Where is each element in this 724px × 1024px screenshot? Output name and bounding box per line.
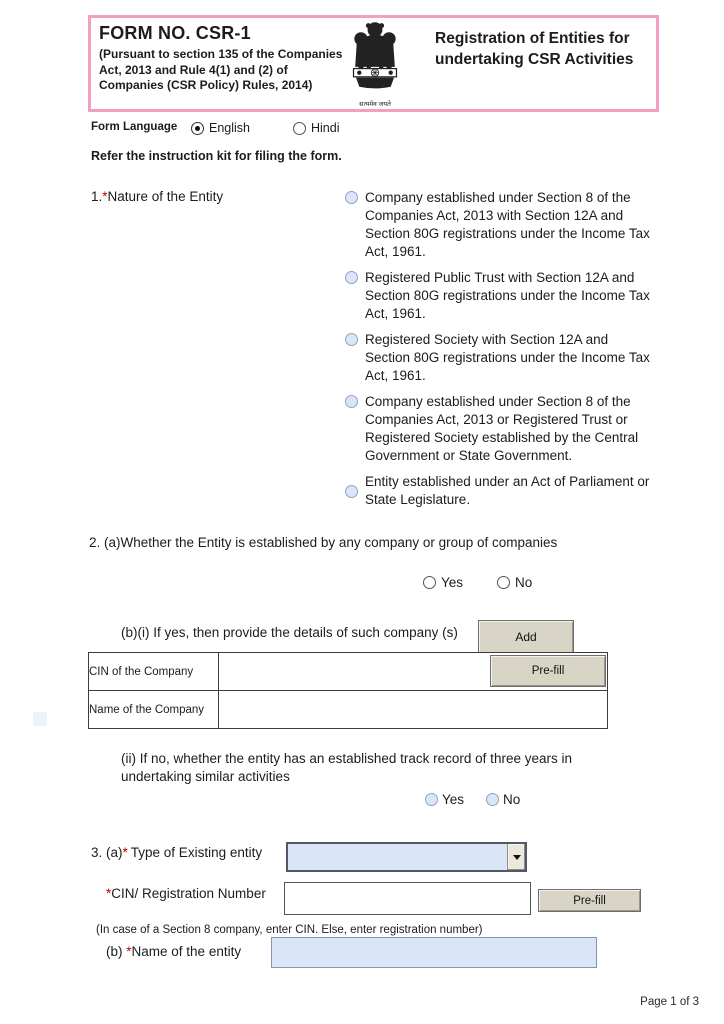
form-header <box>88 15 659 112</box>
cin-registration-input[interactable] <box>284 882 531 915</box>
q2-ii-no-radio[interactable] <box>486 793 499 806</box>
q1-option3-label: Registered Society with Section 12A and Section 80G registrations under the Income Tax Act, 1961. <box>365 332 650 383</box>
q1-option5-label: Entity established under an Act of Parliament or State Legislature. <box>365 474 650 507</box>
q2a-no-label: No <box>515 575 533 590</box>
chevron-down-icon <box>513 855 521 860</box>
q3a-label-text: Type of Existing entity <box>130 845 263 860</box>
q1-option4-radio[interactable] <box>345 395 358 408</box>
form-number-title: FORM NO. CSR-1 <box>99 23 251 43</box>
india-national-emblem-icon <box>340 19 410 109</box>
form-language-label: Form Language <box>91 121 178 133</box>
q1-label-text: Nature of the Entity <box>107 189 224 204</box>
add-company-button[interactable]: Add <box>478 620 574 654</box>
q3a-required-star: * <box>122 845 128 860</box>
prefill-company-button[interactable]: Pre-fill <box>490 655 606 687</box>
q1-option2-label: Registered Public Trust with Section 12A and Section 80G registrations under the Income Tax Act, 1961. <box>365 270 650 321</box>
q2-ii-yes-radio[interactable] <box>425 793 438 806</box>
stray-field-artifact <box>33 712 47 726</box>
form-title: Registration of Entities for undertaking CSR Activities <box>435 30 634 68</box>
q1-option-row <box>345 473 653 509</box>
type-of-entity-dropdown[interactable] <box>286 842 527 872</box>
q1-option5-radio[interactable] <box>345 485 358 498</box>
q1-number: 1. <box>91 189 103 204</box>
q1-option-row <box>345 393 653 465</box>
q3b-label-text: Name of the entity <box>131 944 242 959</box>
name-of-company-label: Name of the Company <box>89 691 219 729</box>
cin-required-star: * <box>106 886 112 901</box>
cin-of-company-label: CIN of the Company <box>89 653 219 691</box>
q1-option-row <box>345 189 653 261</box>
q2a-label: 2. (a)Whether the Entity is established by any company or group of companies <box>89 535 558 550</box>
q2-ii-no-label: No <box>503 792 521 807</box>
q3b-required-star: * <box>126 944 132 959</box>
q1-option4-label: Company established under Section 8 of the Companies Act, 2013 or Registered Trust or Registered Society established by the Central Government or State Government. <box>365 394 639 463</box>
language-english-label: English <box>209 121 250 135</box>
q2a-yes-radio[interactable] <box>423 576 436 589</box>
name-of-entity-input[interactable] <box>271 937 597 968</box>
q2a-yes-no-group <box>423 576 543 592</box>
instruction-text: Refer the instruction kit for filing the form. <box>91 149 342 163</box>
q1-option-row <box>345 331 653 385</box>
page-number: Page 1 of 3 <box>640 996 699 1008</box>
q1-option-row <box>345 269 653 323</box>
q3b-prefix: (b) <box>106 944 123 959</box>
form-header-left <box>99 23 347 94</box>
q1-option-group <box>345 189 653 517</box>
q1-required-star: * <box>102 189 108 204</box>
form-pursuant-text: (Pursuant to section 135 of the Companies Act, 2013 and Rule 4(1) and (2) of Companies (CSR Policy) Rules, 2014) <box>99 47 343 92</box>
q2a-no-radio[interactable] <box>497 576 510 589</box>
name-of-company-input[interactable] <box>219 691 608 729</box>
emblem-caption: सत्यमेव जयते <box>359 101 391 108</box>
cin-hint-text: (In case of a Section 8 company, enter CIN. Else, enter registration number) <box>96 924 483 936</box>
dropdown-arrow-button[interactable] <box>507 844 525 870</box>
language-english-radio[interactable] <box>191 122 204 135</box>
q1-option1-label: Company established under Section 8 of the Companies Act, 2013 with Section 12A and Section 80G registrations under the Income Tax Act, 1961. <box>365 190 650 259</box>
q1-option3-radio[interactable] <box>345 333 358 346</box>
q2-ii-label: (ii) If no, whether the entity has an established track record of three years in undertaking similar activities <box>121 751 572 784</box>
cin-label-text: CIN/ Registration Number <box>111 886 266 901</box>
prefill-cin-button[interactable]: Pre-fill <box>538 889 641 912</box>
q1-option2-radio[interactable] <box>345 271 358 284</box>
q2-ii-yes-no-group <box>425 793 535 809</box>
q3b-label <box>106 944 241 959</box>
q1-option1-radio[interactable] <box>345 191 358 204</box>
language-hindi-label: Hindi <box>311 121 340 135</box>
table-row <box>89 691 608 729</box>
q3a-label <box>91 845 262 860</box>
q2-ii-yes-label: Yes <box>442 792 465 807</box>
q2b-label: (b)(i) If yes, then provide the details of such company (s) <box>121 625 458 640</box>
cin-registration-label <box>106 886 266 901</box>
language-hindi-radio[interactable] <box>293 122 306 135</box>
q1-label <box>91 189 223 204</box>
q2a-yes-label: Yes <box>441 575 464 590</box>
q3a-prefix: 3. (a) <box>91 845 123 860</box>
